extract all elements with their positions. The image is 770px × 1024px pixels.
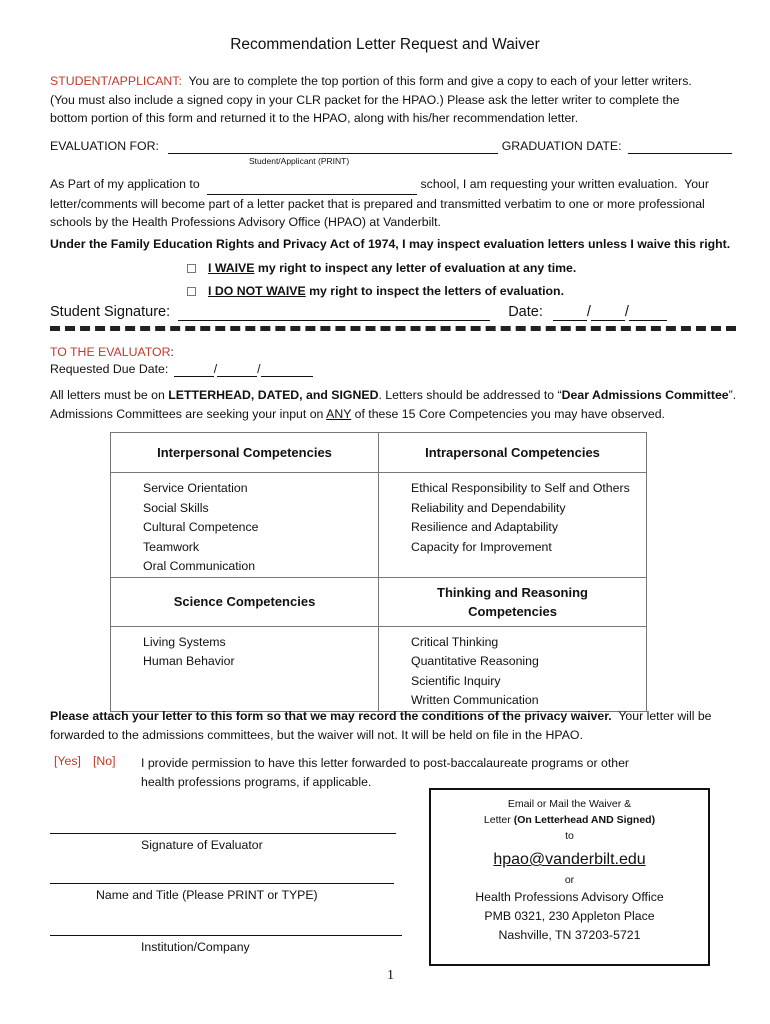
institution-label: Institution/Company (141, 940, 250, 954)
yes-option[interactable]: [Yes] (54, 754, 81, 768)
letters-text-a5: ”. (728, 388, 737, 402)
student-print-caption: Student/Applicant (PRINT) (249, 156, 350, 166)
institution-line[interactable] (50, 935, 402, 936)
mail-line-2a: Letter (483, 814, 514, 826)
evaluator-label: TO THE EVALUATOR (50, 345, 171, 359)
date-day-field[interactable] (591, 304, 625, 321)
page-title: Recommendation Letter Request and Waiver (230, 36, 540, 53)
student-signature-row (50, 304, 740, 321)
attach-instructions (50, 707, 750, 744)
permission-text (141, 754, 629, 791)
name-title-label: Name and Title (Please PRINT or TYPE) (96, 888, 318, 902)
letters-instructions (50, 386, 750, 423)
list-item: Ethical Responsibility to Self and Others (411, 481, 630, 495)
list-item: Human Behavior (143, 654, 235, 668)
evaluation-for-label: EVALUATION FOR: (50, 139, 159, 153)
school-name-field[interactable] (207, 175, 417, 195)
hpao-email-link[interactable]: hpao@vanderbilt.edu (493, 851, 646, 868)
waive-rest: my right to inspect any letter of evaluation at any time. (254, 261, 577, 275)
list-item: Written Communication (411, 693, 539, 707)
date-sep-2: / (624, 304, 629, 320)
date-year-field[interactable] (629, 304, 667, 321)
evaluator-colon: : (170, 345, 174, 359)
list-item: Quantitative Reasoning (411, 654, 539, 668)
due-day-field[interactable] (217, 362, 257, 377)
name-title-line[interactable] (50, 883, 394, 884)
letters-text-a1: All letters must be on (50, 388, 169, 402)
application-text-2: letter/comments will become part of a letter packet that is prepared and transmitted verbatim to one or more professional (50, 196, 705, 211)
student-date-label: Date: (508, 304, 543, 320)
due-sep-2: / (257, 362, 261, 376)
do-not-waive-option[interactable] (187, 284, 564, 298)
student-applicant-label: STUDENT/APPLICANT: (50, 74, 182, 88)
office-name: Health Professions Advisory Office (475, 890, 664, 904)
letterhead-requirement: LETTERHEAD, DATED, and SIGNED (168, 388, 379, 402)
competencies-table (110, 432, 647, 712)
waive-checkbox[interactable] (187, 264, 196, 273)
list-item: Cultural Competence (143, 520, 259, 534)
no-option[interactable]: [No] (93, 754, 116, 768)
due-date-label: Requested Due Date: (50, 362, 169, 376)
intrapersonal-header: Intrapersonal Competencies (379, 433, 647, 473)
application-text-a: As Part of my application to (50, 177, 200, 191)
list-item: Social Skills (143, 500, 209, 515)
office-address: PMB 0321, 230 Appleton Place (484, 909, 655, 923)
date-sep-1: / (586, 304, 591, 320)
office-city: Nashville, TN 37203-5721 (498, 928, 641, 942)
mail-or: or (564, 874, 575, 886)
letters-text-b1: Admissions Committees are seeking your input on (50, 406, 327, 421)
list-item: Oral Communication (143, 559, 256, 573)
interpersonal-header: Interpersonal Competencies (111, 433, 379, 473)
intrapersonal-list (379, 473, 647, 578)
application-paragraph (50, 175, 740, 232)
do-not-waive-rest: my right to inspect the letters of evaluation. (305, 284, 564, 298)
thinking-title-1: Thinking and Reasoning (437, 584, 588, 600)
evaluation-for-row (50, 139, 740, 154)
date-month-field[interactable] (553, 304, 587, 321)
evaluator-signature-line[interactable] (50, 833, 396, 834)
permission-line-1: I provide permission to have this letter forwarded to post-baccalaureate programs or other (141, 756, 630, 770)
list-item: Living Systems (143, 634, 226, 649)
due-sep-1: / (213, 362, 218, 376)
thinking-header (379, 577, 647, 626)
list-item: Service Orientation (143, 481, 248, 495)
mail-line-2b: (On Letterhead AND Signed) (513, 814, 656, 826)
student-signature-label: Student Signature: (50, 304, 171, 320)
attach-bold: Please attach your letter to this form so that we may record the conditions of the privacy waiver. (50, 709, 612, 723)
thinking-title-2: Competencies (468, 603, 557, 619)
letters-text-b3: of these 15 Core Competencies you may have observed. (351, 406, 665, 421)
list-item: Critical Thinking (411, 634, 499, 649)
intro-text-2: (You must also include a signed copy in your CLR packet for the HPAO.) Please ask the letter writer to complete the (50, 92, 680, 107)
mail-line-1: Email or Mail the Waiver & (507, 798, 632, 810)
letters-text-a3: . Letters should be addressed to “ (378, 388, 562, 402)
intro-text-3: bottom portion of this form and returned it to the HPAO, along with his/her recommendation letter. (50, 111, 579, 125)
due-date-row (50, 362, 313, 377)
application-text-3: schools by the Health Professions Advisory Office (HPAO) at Vanderbilt. (50, 215, 441, 229)
waive-key: I WAIVE (208, 261, 255, 275)
graduation-date-label: GRADUATION DATE: (501, 139, 622, 153)
intro-text-1: You are to complete the top portion of this form and give a copy to each of your letter writers. (181, 74, 692, 88)
list-item: Capacity for Improvement (411, 539, 552, 554)
science-list (111, 626, 379, 711)
thinking-list (379, 626, 647, 711)
student-instructions (50, 72, 740, 128)
mail-line-3: to (565, 830, 574, 842)
list-item: Teamwork (143, 539, 200, 554)
section-divider (50, 326, 736, 331)
science-header: Science Competencies (111, 577, 379, 626)
graduation-date-field[interactable] (628, 139, 732, 154)
attach-line-2: forwarded to the admissions committees, but the waiver will not. It will be held on file in the HPAO. (50, 727, 583, 742)
any-emphasis: ANY (326, 406, 352, 421)
student-name-field[interactable] (168, 139, 498, 154)
evaluator-signature-label: Signature of Evaluator (141, 838, 263, 852)
due-month-field[interactable] (174, 362, 214, 377)
student-signature-field[interactable] (178, 304, 490, 321)
permission-line-2: health professions programs, if applicable. (141, 774, 372, 789)
due-year-field[interactable] (261, 362, 313, 377)
do-not-waive-checkbox[interactable] (187, 287, 196, 296)
mailing-info-box (429, 788, 710, 966)
dear-committee: Dear Admissions Committee (561, 388, 729, 402)
attach-rest: Your letter will be (611, 709, 712, 723)
interpersonal-list (111, 473, 379, 578)
do-not-waive-key: I DO NOT WAIVE (208, 284, 306, 298)
list-item: Scientific Inquiry (411, 673, 501, 688)
application-text-b: school, I am requesting your written evaluation. Your (417, 177, 709, 191)
list-item: Reliability and Dependability (411, 500, 566, 515)
waive-option[interactable] (187, 261, 576, 275)
evaluator-heading (50, 345, 174, 359)
list-item: Resilience and Adaptability (411, 520, 558, 534)
ferpa-statement: Under the Family Education Rights and Privacy Act of 1974, I may inspect evaluation letters unless I waive this right. (50, 237, 731, 251)
page-number: 1 (387, 968, 394, 983)
